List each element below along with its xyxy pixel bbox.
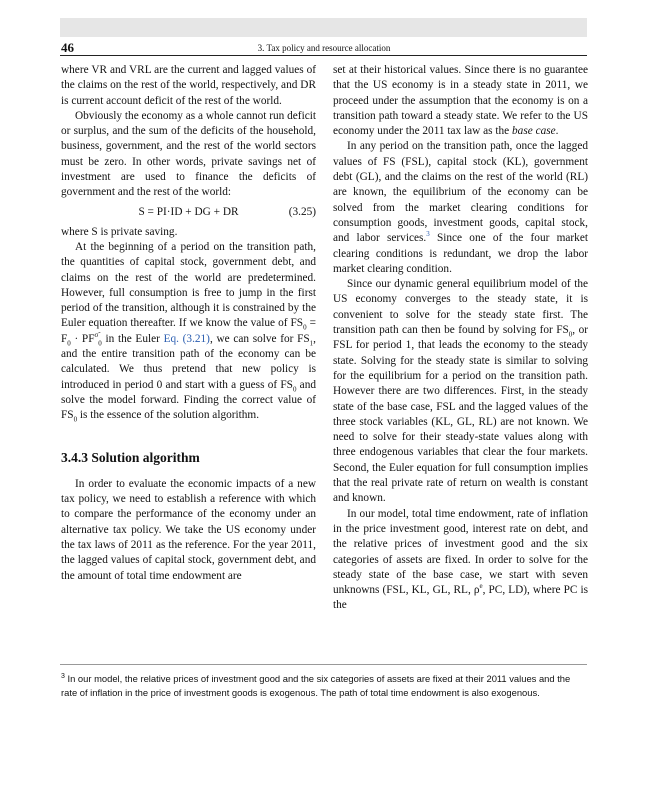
emphasis: base case [512, 125, 556, 138]
text-run: . [555, 125, 559, 138]
running-title: 3. Tax policy and resource allocation [257, 43, 391, 53]
subscript: 0 [67, 339, 71, 347]
footnote-mark: 3 [61, 672, 65, 680]
subscript: 1 [309, 339, 314, 347]
page-number: 46 [61, 40, 74, 55]
subscript: 0 [568, 330, 573, 339]
footnote-rule [60, 664, 587, 665]
left-paragraph-2: Obviously the economy as a whole cannot run deficit or surplus, and the sum of the deficits of the household, business, government, and the rest of the world sectors must be zero. In other words, private savings net of investment are used to finance the deficits of government and the rest of the world: [61, 109, 316, 199]
right-paragraph-4 [333, 507, 588, 614]
text-run: At the beginning of a period on the transition path, the quantities of capital stock, government debt, and claims on the rest of the world are predetermined. However, full consumption is free to jump in the first period of the transition, although it is constrained by the Euler equation thereafter. If we know the value of FS [61, 240, 316, 330]
equation-number: (3.25) [288, 205, 316, 218]
section-heading: 3.4.3 Solution algorithm [61, 449, 200, 465]
text-run: , or FSL for period 1, that leads the economy to the steady state. Solving for the steady state is similar to solving for the equilibrium for a period on the transition path. However there are two differences. First, in the steady state of the base case, FSL and the lagged values of the three stock variables (KL, GL, RL) are not known. We need to solve for their steady-state values along with three endogenous variables that clear the four markets. Second, the Euler equation for full consumption implies that the real private rate of return on wealth is constant and known. [333, 324, 588, 505]
subscript: 0 [73, 415, 78, 424]
text-run: In our model, total time endowment, rate of inflation in the price investment good, interest rate on debt, and the relative prices of investment good and the six categories of assets are fixed. In order to solve for the steady state of the base case, we start with seven unknowns (FSL, KL, GL, RL, ρ [333, 507, 588, 597]
left-paragraph-3: where S is private saving. [61, 225, 178, 238]
text-run: , we can solve for FS [209, 332, 310, 345]
text-run: in the Euler [101, 332, 164, 345]
footnote-ref[interactable]: 3 [426, 230, 430, 239]
text-run: is the essence of the solution algorithm. [77, 409, 260, 422]
superscript: σ̃ [94, 330, 99, 339]
text-run: = F [61, 317, 316, 345]
text-run: Since one of the four market clearing conditions is redundant, we drop the labor market clearing condition. [333, 232, 588, 275]
text-run: , PC, LD), where PC is the [333, 584, 588, 612]
text-run: · PF [70, 332, 95, 345]
right-paragraph-2 [333, 139, 588, 277]
header-rule [60, 55, 587, 56]
text-run: and solve the model forward. Finding the correct value of FS [61, 378, 316, 422]
equation-link[interactable]: Eq. (3.21) [163, 332, 210, 345]
left-paragraph-5: In order to evaluate the economic impacts of a new tax policy, we need to establish a reference with which to compare the performance of the economy under an alternative tax policy. We take the US economy under the tax laws of 2011 as the reference. For the year 2011, the lagged values of capital stock, government debt, and the amount of total time endowment are [61, 477, 316, 582]
text-run: , and the entire transition path of the economy can be calculated. We thus pretend that new policy is introduced in period 0 and start with a guess of FS [61, 332, 316, 391]
right-paragraph-1 [333, 63, 588, 139]
header-bar [60, 18, 587, 37]
subscript: 0 [292, 384, 297, 393]
equation-body: S = PI·ID + DG + DR [138, 205, 239, 218]
subscript: 0 [98, 339, 102, 347]
text-run: Since our dynamic general equilibrium model of the US economy converges to the steady state, it is convenient to solve for the steady state first. The transition path can then be found by solving for FS [333, 278, 588, 337]
footnote-text: In our model, the relative prices of investment good and the six categories of assets are fixed at their 2011 values and the rate of inflation in the price of investment goods is exogenous. The path of total time endowment is also exogenous. [61, 673, 571, 698]
superscript: e [479, 582, 483, 591]
right-column [333, 63, 588, 614]
text-run: In any period on the transition path, once the lagged values of FS (FSL), capital stock (KL), government debt (GL), and the claims on the rest of the world (RL) are known, the equilibrium of the economy can be solved from the market clearing conditions for consumption goods, investment goods, capital stock, and labor services. [333, 140, 588, 245]
footnote [61, 672, 588, 700]
subscript: 0 [303, 323, 307, 332]
equation-3-25 [61, 204, 316, 224]
left-paragraph-1: where VR and VRL are the current and lagged values of the claims on the rest of the world, respectively, and DR is current account deficit of the rest of the world. [61, 64, 316, 107]
text-run: set at their historical values. Since there is no guarantee that the US economy is in a steady state in 2011, we proceed under the assumption that the economy is on a transition path toward a steady state. We refer to the US economy under the 2011 tax law as the [333, 64, 588, 138]
left-paragraph-4 [61, 240, 316, 424]
right-paragraph-3 [333, 277, 588, 506]
left-column [61, 63, 316, 584]
